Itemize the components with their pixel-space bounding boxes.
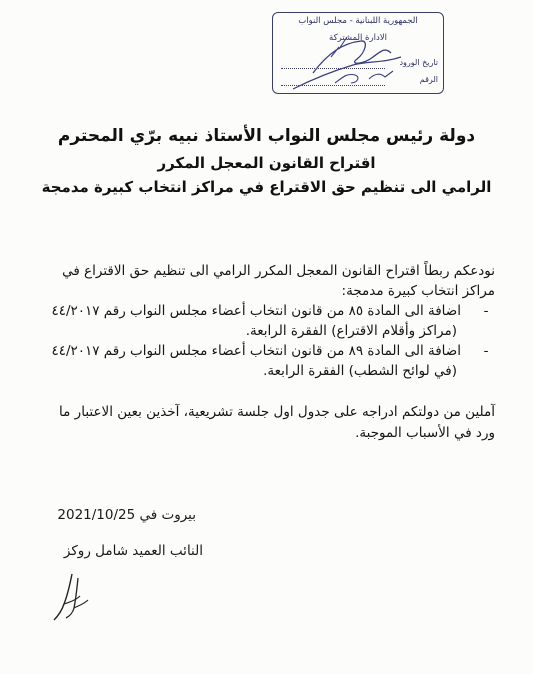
- closing-line-1: آملين من دولتكم ادراجه على جدول اول جلسة تشريعية، آخذين بعين الاعتبار ما: [59, 404, 495, 420]
- intro-line-2: مراكز انتخاب كبيرة مدمجة:: [341, 283, 495, 299]
- proposal-title: اقتراح القانون المعجل المكرر: [157, 154, 376, 172]
- bullet-item-1-line-2: (مراكز وأقلام الاقتراع) الفقرة الرابعة.: [245, 323, 457, 339]
- stamp-date-label: تاريخ الورود: [399, 58, 438, 67]
- bullet-marker: -: [483, 343, 489, 359]
- stamp-number-label: الرقم: [419, 75, 438, 84]
- stamp-number-dotted-line: [281, 85, 385, 86]
- bullet-item-1: [51, 303, 493, 319]
- closing-line-2: ورد في الأسباب الموجبة.: [355, 425, 495, 441]
- proposal-subtitle: الرامي الى تنظيم حق الاقتراع في مراكز انتخاب كبيرة مدمجة: [41, 178, 492, 196]
- bullet-item-2: [51, 343, 493, 359]
- intro-line-1: نودعكم ربطاً اقتراح القانون المعجل المكرر الرامي الى تنظيم حق الاقتراع في: [62, 263, 495, 279]
- bullet-item-2-line-2: (في لوائح الشطب) الفقرة الرابعة.: [263, 363, 457, 379]
- stamp-date-dotted-line: [281, 68, 385, 69]
- stamp-department: الادارة المشتركة: [329, 33, 387, 43]
- bullet-marker: -: [483, 303, 489, 319]
- stamp-institution: الجمهورية اللبنانية - مجلس النواب: [298, 16, 418, 26]
- signer-name: النائب العميد شامل روكز: [63, 543, 203, 559]
- bullet-item-1-line-1: اضافة الى المادة ٨٥ من قانون انتخاب أعضاء مجلس النواب رقم ٤٤/٢٠١٧: [51, 303, 461, 319]
- place-and-date: بيروت في 2021/10/25: [57, 507, 196, 523]
- receipt-stamp: [272, 12, 444, 94]
- handwritten-signature: [50, 570, 100, 622]
- addressee-heading: دولة رئيس مجلس النواب الأستاذ نبيه برّي المحترم: [57, 126, 476, 146]
- bullet-item-2-line-1: اضافة الى المادة ٨٩ من قانون انتخاب أعضاء مجلس النواب رقم ٤٤/٢٠١٧: [51, 343, 461, 359]
